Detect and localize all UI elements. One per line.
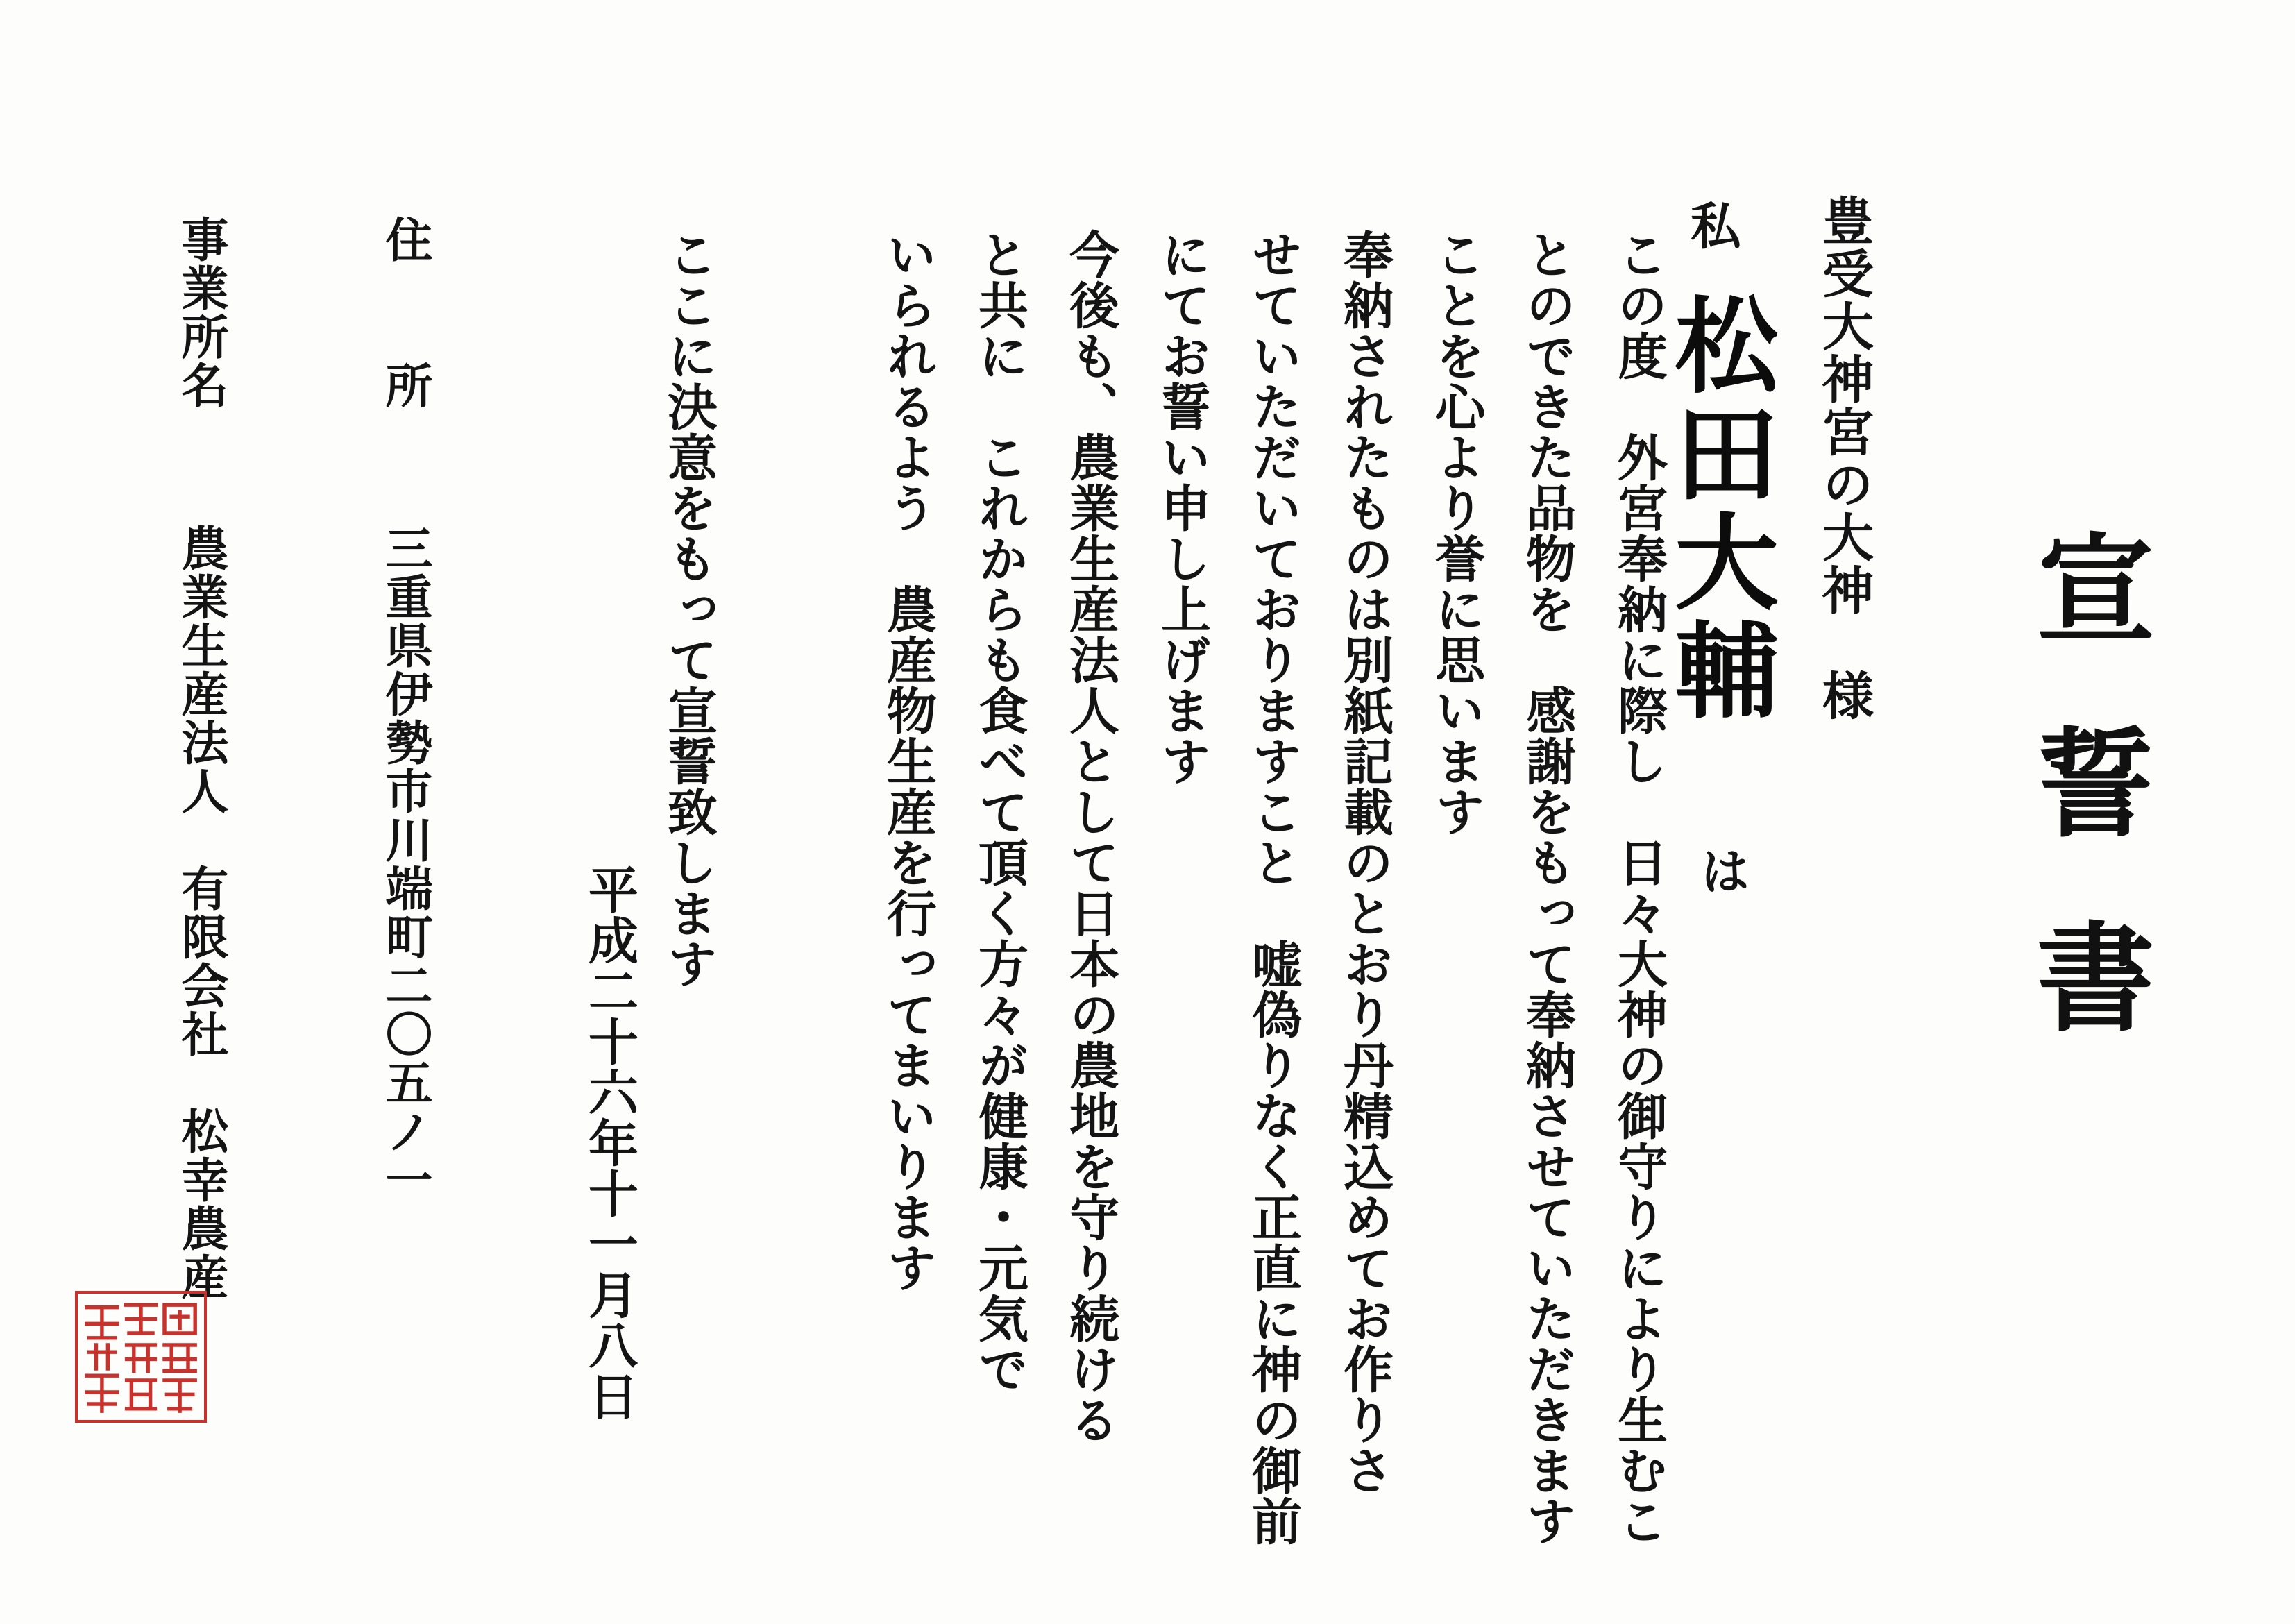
address-value: 三重県伊勢市川端町二〇五ノ一 <box>378 524 433 1204</box>
company-seal <box>75 1291 207 1423</box>
seal-glyphs-icon <box>82 1298 200 1416</box>
body-line: せていただいておりますこと 嘘偽りなく正直に神の御前 <box>1244 229 1303 1546</box>
body-line: 今後も、農業生産法人として日本の農地を守り続ける <box>1061 229 1120 1445</box>
closing-statement: ここに決意をもって宣誓致します <box>659 229 718 989</box>
body-line: にてお誓い申し上げます <box>1153 229 1212 786</box>
document-title: 宣誓書 <box>2016 527 2155 1110</box>
business-label: 事業所名 <box>173 215 229 409</box>
document-date: 平成二十六年十一月八日 <box>580 864 639 1421</box>
body-line: ことを心より誉に思います <box>1427 229 1486 837</box>
body-line: と共に これからも食べて頂く方々が健康・元気で <box>970 229 1029 1394</box>
addressee: 豊受大神宮の大神 様 <box>1814 194 1874 722</box>
pledger-suffix: は <box>1692 845 1751 896</box>
address-label: 住 所 <box>378 215 433 409</box>
body-line: いられるよう 農産物生産を行ってまいります <box>879 229 938 1293</box>
body-line: この度 外宮奉納に際し 日々大神の御守りにより生むこ <box>1609 229 1668 1546</box>
body-line: 奉納されたものは別紙記載のとおり丹精込めてお作りさ <box>1335 229 1394 1496</box>
body-line: とのできた品物を 感謝をもって奉納させていただきます <box>1518 229 1577 1546</box>
business-value: 農業生産法人 有限会社 松幸農産 <box>173 524 229 1301</box>
pledger-name: 松田大輔 <box>1657 291 1779 725</box>
pledger-prefix: 私 <box>1682 200 1741 251</box>
